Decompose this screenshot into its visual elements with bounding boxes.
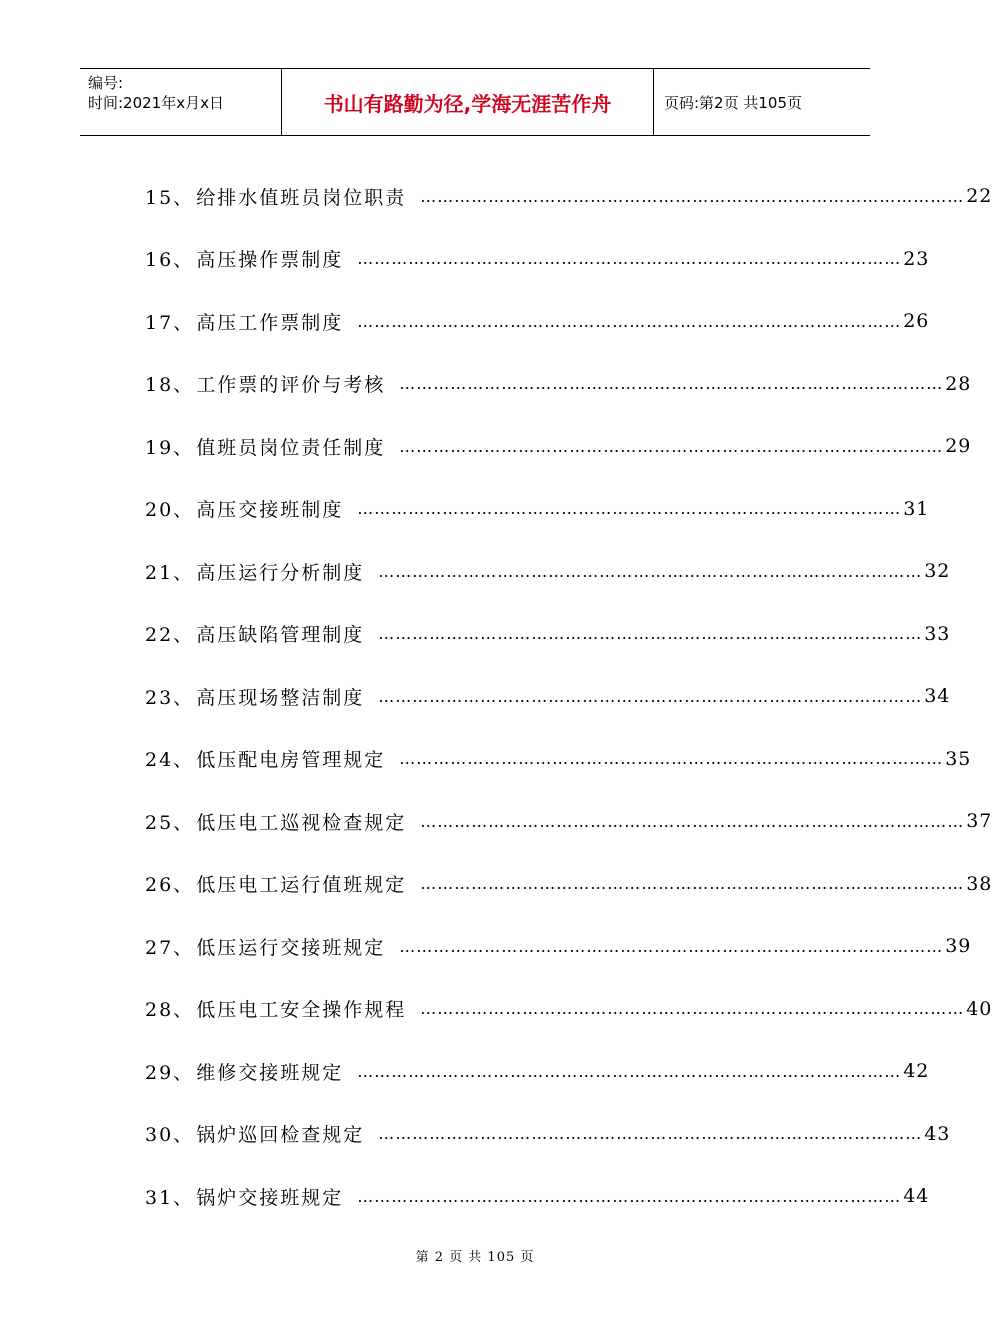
toc-entry-number: 31、 xyxy=(145,1186,195,1209)
toc-entry[interactable] xyxy=(145,1103,951,1166)
toc-entry-page-number: 28 xyxy=(945,372,972,395)
toc-dot-leader: …………………………………………………………………………………… xyxy=(399,436,944,456)
toc-entry-number: 19、 xyxy=(145,436,195,459)
toc-entry-page-number: 37 xyxy=(966,810,992,833)
toc-entry-number: 16、 xyxy=(145,249,195,272)
toc-entry-title: 高压操作票制度 xyxy=(196,249,344,272)
toc-dot-leader: …………………………………………………………………………………… xyxy=(399,936,944,956)
toc-entry[interactable] xyxy=(145,353,972,416)
page-header xyxy=(80,68,870,136)
toc-dot-leader: …………………………………………………………………………………… xyxy=(420,186,965,206)
header-page-info: 页码:第2页 共105页 xyxy=(664,93,802,112)
toc-entry-page-number: 33 xyxy=(924,622,951,645)
toc-entry-number: 26、 xyxy=(145,874,195,897)
toc-entry-title: 高压现场整洁制度 xyxy=(196,686,365,709)
toc-entry-title: 低压运行交接班规定 xyxy=(196,936,386,959)
toc-dot-leader: …………………………………………………………………………………… xyxy=(357,499,902,519)
toc-dot-leader: …………………………………………………………………………………… xyxy=(357,1061,902,1081)
toc-entry-number: 28、 xyxy=(145,999,195,1022)
toc-entry-page-number: 40 xyxy=(966,997,992,1020)
toc-entry-number: 29、 xyxy=(145,1061,195,1084)
toc-entry-title: 工作票的评价与考核 xyxy=(196,374,386,397)
toc-entry[interactable] xyxy=(145,853,992,916)
toc-entry[interactable] xyxy=(145,665,951,728)
toc-entry-page-number: 42 xyxy=(903,1060,930,1083)
toc-entry-title: 给排水值班员岗位职责 xyxy=(196,186,407,209)
toc-dot-leader: …………………………………………………………………………………… xyxy=(378,1124,923,1144)
toc-entry[interactable] xyxy=(145,603,951,666)
toc-entry-title: 高压运行分析制度 xyxy=(196,561,365,584)
page-footer: 第 2 页 共 105 页 xyxy=(415,1250,535,1265)
toc-entry[interactable] xyxy=(145,478,930,541)
toc-dot-leader: …………………………………………………………………………………… xyxy=(420,811,965,831)
toc-entry-title: 锅炉巡回检查规定 xyxy=(196,1124,365,1147)
toc-entry-title: 维修交接班规定 xyxy=(196,1061,344,1084)
toc-entry-title: 低压电工安全操作规程 xyxy=(196,999,407,1022)
toc-dot-leader: …………………………………………………………………………………… xyxy=(399,749,944,769)
toc-dot-leader: …………………………………………………………………………………… xyxy=(378,686,923,706)
toc-entry[interactable] xyxy=(145,540,951,603)
toc-dot-leader: …………………………………………………………………………………… xyxy=(378,561,923,581)
toc-entry[interactable] xyxy=(145,415,972,478)
toc-entry-page-number: 31 xyxy=(903,497,930,520)
toc-dot-leader: …………………………………………………………………………………… xyxy=(420,874,965,894)
toc-entry[interactable] xyxy=(145,1040,930,1103)
toc-entry[interactable] xyxy=(145,165,992,228)
toc-entry[interactable] xyxy=(145,1165,930,1228)
toc-entry[interactable] xyxy=(145,728,972,791)
toc-entry-title: 值班员岗位责任制度 xyxy=(196,436,386,459)
table-of-contents xyxy=(145,165,992,1228)
document-date: 时间:2021年x月x日 xyxy=(88,94,224,112)
toc-entry[interactable] xyxy=(145,228,930,291)
document-number-label: 编号: xyxy=(88,74,124,92)
toc-entry-title: 低压电工巡视检查规定 xyxy=(196,811,407,834)
header-meta xyxy=(80,69,282,135)
toc-entry-number: 22、 xyxy=(145,624,195,647)
toc-entry-title: 锅炉交接班规定 xyxy=(196,1186,344,1209)
toc-entry-number: 20、 xyxy=(145,499,195,522)
toc-dot-leader: …………………………………………………………………………………… xyxy=(357,311,902,331)
toc-entry-title: 高压交接班制度 xyxy=(196,499,344,522)
toc-dot-leader: …………………………………………………………………………………… xyxy=(399,374,944,394)
toc-entry-page-number: 32 xyxy=(924,560,951,583)
toc-entry-number: 27、 xyxy=(145,936,195,959)
toc-entry-title: 高压工作票制度 xyxy=(196,311,344,334)
toc-dot-leader: …………………………………………………………………………………… xyxy=(357,249,902,269)
toc-entry-number: 15、 xyxy=(145,186,195,209)
toc-entry-page-number: 29 xyxy=(945,435,972,458)
toc-entry-title: 低压电工运行值班规定 xyxy=(196,874,407,897)
toc-entry-number: 17、 xyxy=(145,311,195,334)
toc-dot-leader: …………………………………………………………………………………… xyxy=(357,1186,902,1206)
toc-entry-page-number: 43 xyxy=(924,1122,951,1145)
toc-entry-page-number: 35 xyxy=(945,747,972,770)
header-motto: 书山有路勤为径,学海无涯苦作舟 xyxy=(282,69,654,135)
toc-dot-leader: …………………………………………………………………………………… xyxy=(420,999,965,1019)
toc-entry-page-number: 34 xyxy=(924,685,951,708)
toc-entry[interactable] xyxy=(145,978,992,1041)
toc-dot-leader: …………………………………………………………………………………… xyxy=(378,624,923,644)
toc-entry[interactable] xyxy=(145,290,930,353)
toc-entry-page-number: 44 xyxy=(903,1185,930,1208)
toc-entry-page-number: 38 xyxy=(966,872,992,895)
toc-entry-page-number: 39 xyxy=(945,935,972,958)
toc-entry-title: 高压缺陷管理制度 xyxy=(196,624,365,647)
toc-entry-number: 24、 xyxy=(145,749,195,772)
toc-entry-page-number: 26 xyxy=(903,310,930,333)
toc-entry-number: 25、 xyxy=(145,811,195,834)
toc-entry-title: 低压配电房管理规定 xyxy=(196,749,386,772)
toc-entry-page-number: 23 xyxy=(903,247,930,270)
toc-entry-number: 21、 xyxy=(145,561,195,584)
toc-entry-number: 30、 xyxy=(145,1124,195,1147)
toc-entry-number: 18、 xyxy=(145,374,195,397)
toc-entry[interactable] xyxy=(145,915,972,978)
toc-entry[interactable] xyxy=(145,790,992,853)
toc-entry-number: 23、 xyxy=(145,686,195,709)
toc-entry-page-number: 22 xyxy=(966,185,992,208)
